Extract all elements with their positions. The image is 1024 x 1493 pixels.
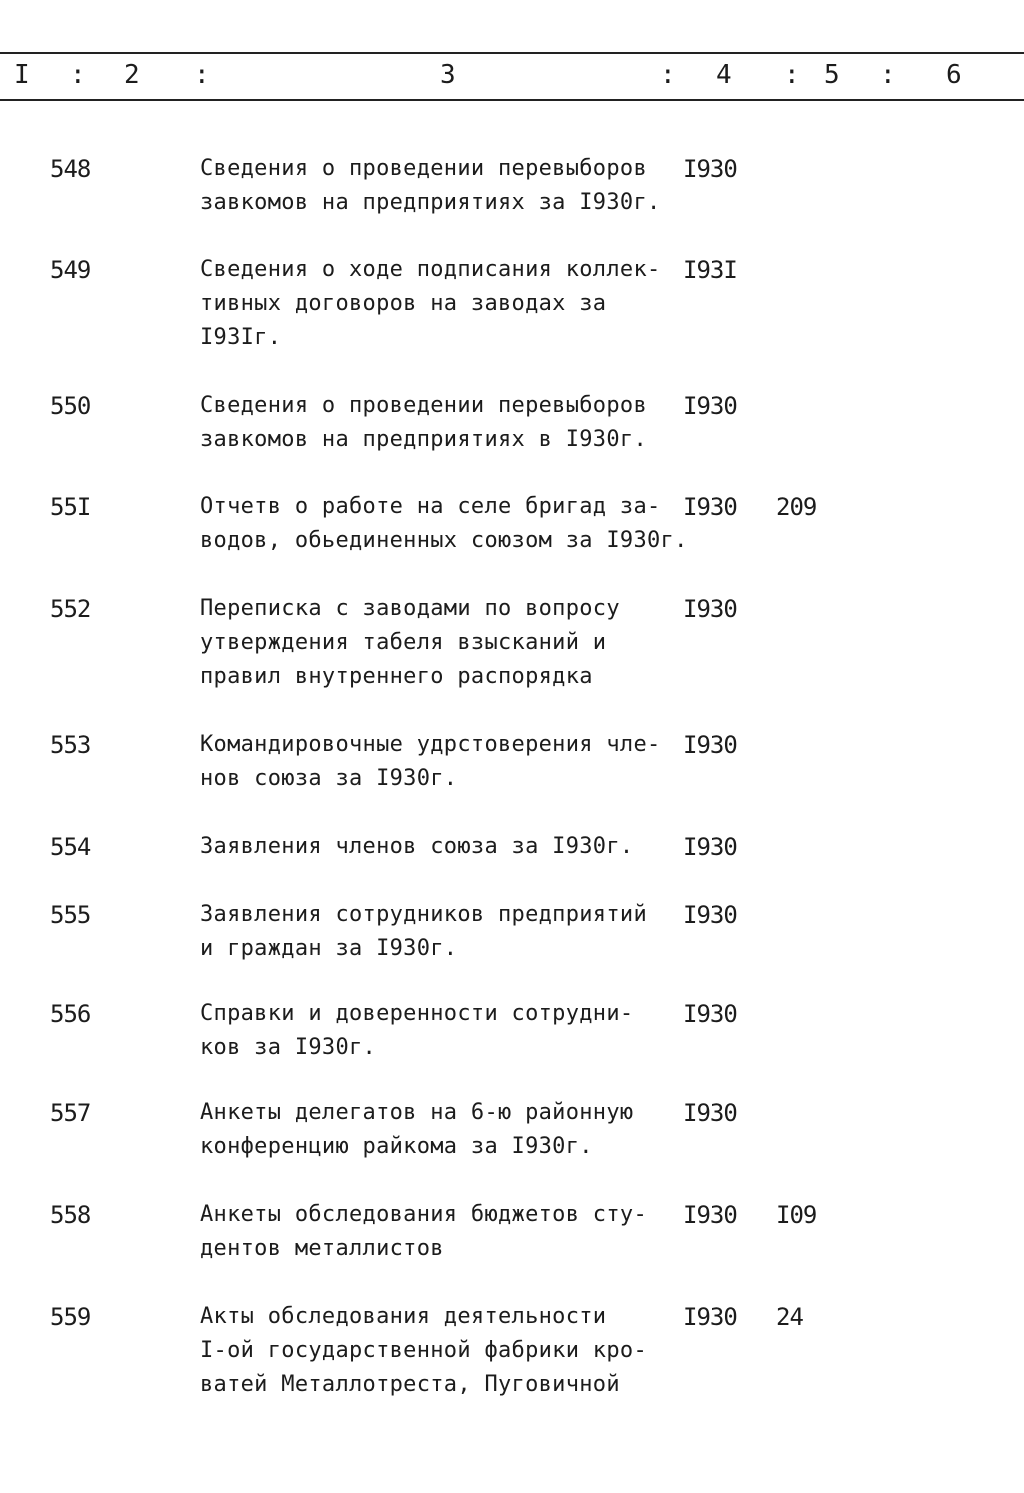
item-number: 555 (50, 901, 91, 929)
description-line: конференцию райкома за I930г. (200, 1134, 593, 1159)
header-col-2: 2 (124, 60, 140, 90)
description-line: I-ой государственной фабрики кро- (200, 1338, 647, 1363)
item-description (200, 830, 700, 864)
item-sheet-count: 209 (776, 493, 817, 521)
description-line: утверждения табеля взысканий и (200, 630, 607, 655)
description-line: Сведения о проведении перевыборов (200, 156, 647, 181)
description-line: правил внутреннего распорядка (200, 664, 593, 689)
item-year: I93I (683, 256, 737, 284)
header-separator-1: : (70, 60, 86, 90)
description-line: Переписка с заводами по вопросу (200, 596, 620, 621)
item-year: I930 (683, 1303, 737, 1331)
description-line: тивных договоров на заводах за (200, 291, 607, 316)
item-year: I930 (683, 1000, 737, 1028)
header-separator-3: : (660, 60, 676, 90)
item-description (200, 1198, 700, 1266)
header-col-6: 6 (946, 60, 962, 90)
item-year: I930 (683, 833, 737, 861)
description-line: нов союза за I930г. (200, 766, 458, 791)
item-sheet-count: I09 (776, 1201, 817, 1229)
item-description (200, 1300, 700, 1402)
description-line: Акты обследования деятельности (200, 1304, 607, 1329)
item-number: 556 (50, 1000, 91, 1028)
description-line: I93Iг. (200, 325, 282, 350)
item-description (200, 253, 700, 355)
item-year: I930 (683, 1201, 737, 1229)
item-year: I930 (683, 155, 737, 183)
description-line: водов, обьединенных союзом за I930г. (200, 528, 688, 553)
description-line: ков за I930г. (200, 1035, 377, 1060)
item-number: 557 (50, 1099, 91, 1127)
item-number: 548 (50, 155, 91, 183)
item-description (200, 728, 700, 796)
item-description (200, 1096, 700, 1164)
description-line: Сведения о ходе подписания коллек- (200, 257, 661, 282)
description-line: Заявления членов союза за I930г. (200, 834, 634, 859)
item-number: 559 (50, 1303, 91, 1331)
item-number: 550 (50, 392, 91, 420)
description-line: ватей Металлотреста, Пуговичной (200, 1372, 620, 1397)
item-year: I930 (683, 392, 737, 420)
description-line: Анкеты делегатов на 6-ю районную (200, 1100, 634, 1125)
header-bottom-rule (0, 99, 1024, 101)
item-description (200, 898, 700, 966)
item-number: 554 (50, 833, 91, 861)
header-col-3: 3 (440, 60, 456, 90)
header-col-4: 4 (716, 60, 732, 90)
item-year: I930 (683, 901, 737, 929)
description-line: Заявления сотрудников предприятий (200, 902, 647, 927)
item-year: I930 (683, 731, 737, 759)
item-description (200, 152, 700, 220)
item-number: 553 (50, 731, 91, 759)
item-number: 55I (50, 493, 91, 521)
description-line: Справки и доверенности сотрудни- (200, 1001, 634, 1026)
header-separator-5: : (880, 60, 896, 90)
item-description (200, 997, 700, 1065)
header-col-1: I (14, 60, 30, 90)
header-separator-4: : (784, 60, 800, 90)
description-line: завкомов на предприятиях в I930г. (200, 427, 647, 452)
description-line: Анкеты обследования бюджетов сту- (200, 1202, 647, 1227)
item-year: I930 (683, 595, 737, 623)
header-col-5: 5 (824, 60, 840, 90)
description-line: Отчетв о работе на селе бригад за- (200, 494, 661, 519)
item-number: 558 (50, 1201, 91, 1229)
item-description (200, 389, 700, 457)
item-year: I930 (683, 1099, 737, 1127)
description-line: и граждан за I930г. (200, 936, 458, 961)
item-description (200, 592, 700, 694)
description-line: завкомов на предприятиях за I930г. (200, 190, 661, 215)
item-year: I930 (683, 493, 737, 521)
item-description (200, 490, 700, 558)
header-separator-2: : (194, 60, 210, 90)
item-number: 549 (50, 256, 91, 284)
header-top-rule (0, 52, 1024, 54)
item-sheet-count: 24 (776, 1303, 803, 1331)
description-line: Командировочные удрстоверения чле- (200, 732, 661, 757)
item-number: 552 (50, 595, 91, 623)
description-line: Сведения о проведении перевыборов (200, 393, 647, 418)
description-line: дентов металлистов (200, 1236, 444, 1261)
